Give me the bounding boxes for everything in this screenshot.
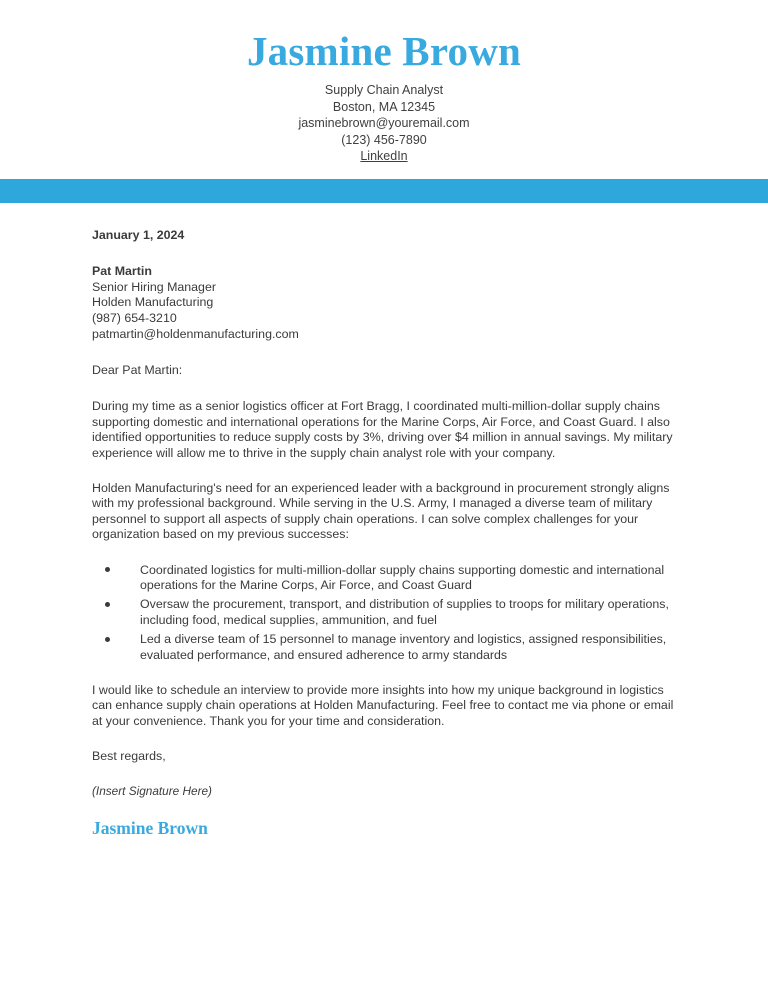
accent-divider-bar xyxy=(0,179,768,203)
letter-date: January 1, 2024 xyxy=(92,228,185,242)
list-item-text: Coordinated logistics for multi-million-dollar supply chains supporting domestic and international operations for the Marine Corps, Air Force, and Coast Guard xyxy=(140,562,665,593)
contact-info-block xyxy=(0,82,768,165)
recipient-name: Pat Martin xyxy=(92,264,152,279)
bullet-dot-icon xyxy=(105,637,110,642)
list-item xyxy=(92,597,676,628)
page-title: Jasmine Brown xyxy=(246,28,522,74)
achievements-list xyxy=(92,563,676,663)
recipient-address-block xyxy=(92,264,676,342)
contact-email: jasminebrown@youremail.com xyxy=(298,116,470,130)
bullet-dot-icon xyxy=(105,567,110,572)
list-item-text: Oversaw the procurement, transport, and distribution of supplies to troops for military operations, including food, medical supplies, ammunition, and fuel xyxy=(140,597,669,627)
recipient-title: Senior Hiring Manager xyxy=(92,279,216,294)
letter-body xyxy=(92,228,676,838)
contact-phone: (123) 456-7890 xyxy=(341,132,427,147)
recipient-company: Holden Manufacturing xyxy=(92,295,214,310)
recipient-email: patmartin@holdenmanufacturing.com xyxy=(92,326,299,341)
signature-placeholder: (Insert Signature Here) xyxy=(92,784,212,799)
contact-job-title: Supply Chain Analyst xyxy=(324,83,444,97)
closing-salutation: Best regards, xyxy=(92,749,166,764)
body-paragraph-3: I would like to schedule an interview to provide more insights into how my unique background in logistics can enhance supply chain operations at Holden Manufacturing. Feel free to contact me via phone or email at your convenience. Thank you for your time and consideration. xyxy=(92,683,674,728)
body-paragraph-1: During my time as a senior logistics officer at Fort Bragg, I coordinated multi-million-dollar supply chains supporting domestic and international operations for the Marine Corps, Air Force, and Coast Guard. I also identified opportunities to reduce supply costs by 3%, driving over $4 million in annual savings. My military experience will allow me to thrive in the supply chain analyst role with your company. xyxy=(92,399,673,460)
list-item xyxy=(92,563,676,594)
list-item-text: Led a diverse team of 15 personnel to manage inventory and logistics, assigned responsibilities, evaluated performance, and ensured adherence to army standards xyxy=(140,632,667,662)
bullet-dot-icon xyxy=(105,602,110,607)
signature-name: Jasmine Brown xyxy=(92,817,208,838)
linkedin-link-wrapper xyxy=(0,148,768,165)
linkedin-link[interactable]: LinkedIn xyxy=(360,149,408,163)
contact-location: Boston, MA 12345 xyxy=(332,99,436,114)
body-paragraph-2: Holden Manufacturing's need for an experienced leader with a background in procurement strongly aligns with my professional background. While serving in the U.S. Army, I managed a diverse team of military personnel to support all aspects of supply chain operations. I can solve complex challenges for your organization based on my previous successes: xyxy=(92,481,670,542)
salutation: Dear Pat Martin: xyxy=(92,363,183,378)
list-item xyxy=(92,632,676,663)
letterhead-header xyxy=(0,0,768,165)
recipient-phone: (987) 654-3210 xyxy=(92,310,177,325)
